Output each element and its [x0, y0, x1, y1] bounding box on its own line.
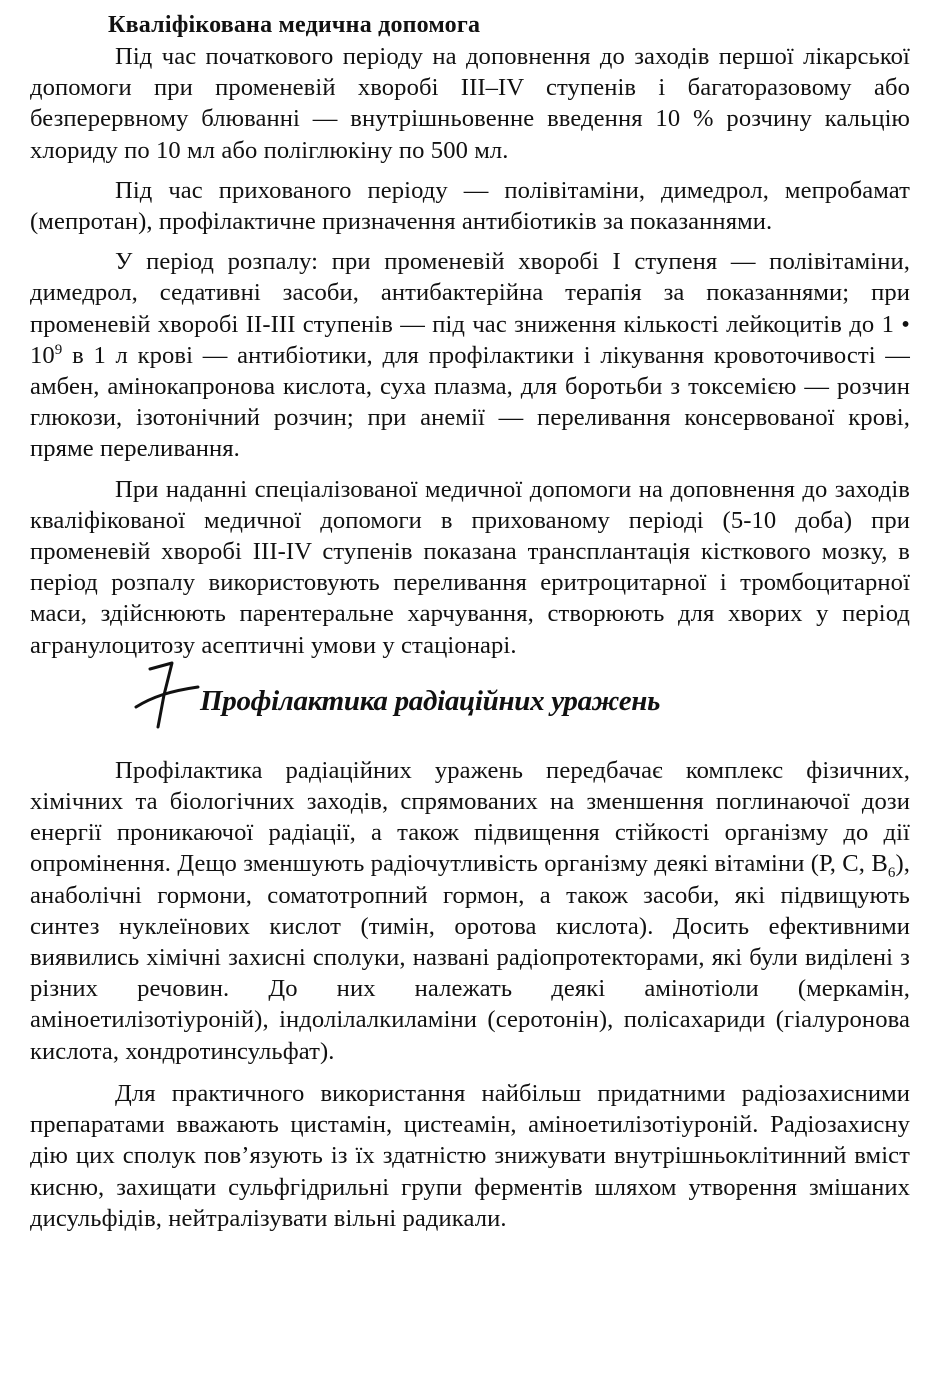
paragraph-peak-period — [30, 246, 910, 464]
paragraph-initial-period: Під час початкового періоду на доповнення до заходів першої лікарської допомоги при променевій хворобі III–IV ступенів і багаторазовому або безперервному блюванні — внутрішньовенне введення 10 % розчину кальцію хлориду по 10 мл або полiглюкіну по 500 мл. — [30, 43, 910, 164]
handwritten-number-mark — [128, 655, 208, 735]
paragraph-prevention-text-b: ), анаболічні гормони, соматотропний гормон, а також засоби, які підвищують синтез нуклеїнових кислот (тимін, оротова кислота). Досить ефективними виявились хімічні захисні сполуки, названі радіопротекторами, які були виділені з різних речовин. До них належать деякі амінотіоли (меркамін, аміноетилізотіуроній), індолілалкиламіни (серотонін), полісахариди (гіалуронова кислота, хондротинсульфат). — [30, 850, 910, 1065]
paragraph-prevention-overview — [30, 755, 910, 1067]
superscript-exponent: 9 — [54, 341, 63, 358]
section-heading-row — [30, 677, 910, 733]
paragraph-prevention-text-a: Профілактика радіаційних уражень передбачає комплекс фізичних, хімічних та біологічних заходів, спрямованих на зменшення поглинаючої дози енергії проникаючої радіації, а також підвищення стійкості організму до дії опромінення. Дещо зменшують радіочутливість організму деякі вітаміни (Р, С, В — [30, 756, 910, 878]
paragraph-latent-period: Під час прихованого періоду — полівітаміни, димедрол, мепробамат (мепротан), профілактичне призначення антибіотиків за показаннями. — [30, 176, 910, 236]
subheading: Кваліфікована медична допомога — [108, 12, 481, 38]
paragraph-peak-period-text-a: У період розпалу: при променевій хворобі I ступеня — полівітаміни, димедрол, седативні засоби, антибактерійна терапія за показаннями; при променевій хворобі II-III ступенів — під час зниження кількості лейкоцитів до 1 • 10 — [30, 248, 910, 369]
paragraph-radioprotectors: Для практичного використання найбільш придатними радіозахисними препаратами вважають цистамін, цистеамін, аміноетилізотіуроній. Радіозахисну дію цих сполук пов’язують із їх здатністю знижувати внутрішньоклітинний вміст кисню, захищати сульфгідрильні групи ферментів шляхом утворення змішаних дисульфідів, нейтралізувати вільні радикали. — [30, 1079, 910, 1232]
subscript-vitamin-index: 6 — [887, 865, 896, 882]
paragraph-specialized-care: При наданні спеціалізованої медичної допомоги на доповнення до заходів кваліфікованої медичної допомоги в прихованому періоді (5-10 доба) при променевій хворобі III-IV ступенів показана трансплантація кісткового мозку, в період розпалу використовують переливання еритроцитарної і тромбоцитарної маси, здійснюють парентеральне харчування, створюють для хворих у період агранулоцитозу асептичні умови у стаціонарі. — [30, 475, 910, 659]
section-title: Профілактика радіаційних уражень — [200, 684, 661, 717]
document-page — [30, 10, 910, 1234]
paragraph-peak-period-text-b: в 1 л крові — антибіотики, для профілактики і лікування кровоточивості — амбен, амінокапронова кислота, суха плазма, для боротьби з токсемією — розчин глюкози, ізотонічний розчин; при анемії — переливання консервованої крові, пряме переливання. — [30, 341, 910, 463]
